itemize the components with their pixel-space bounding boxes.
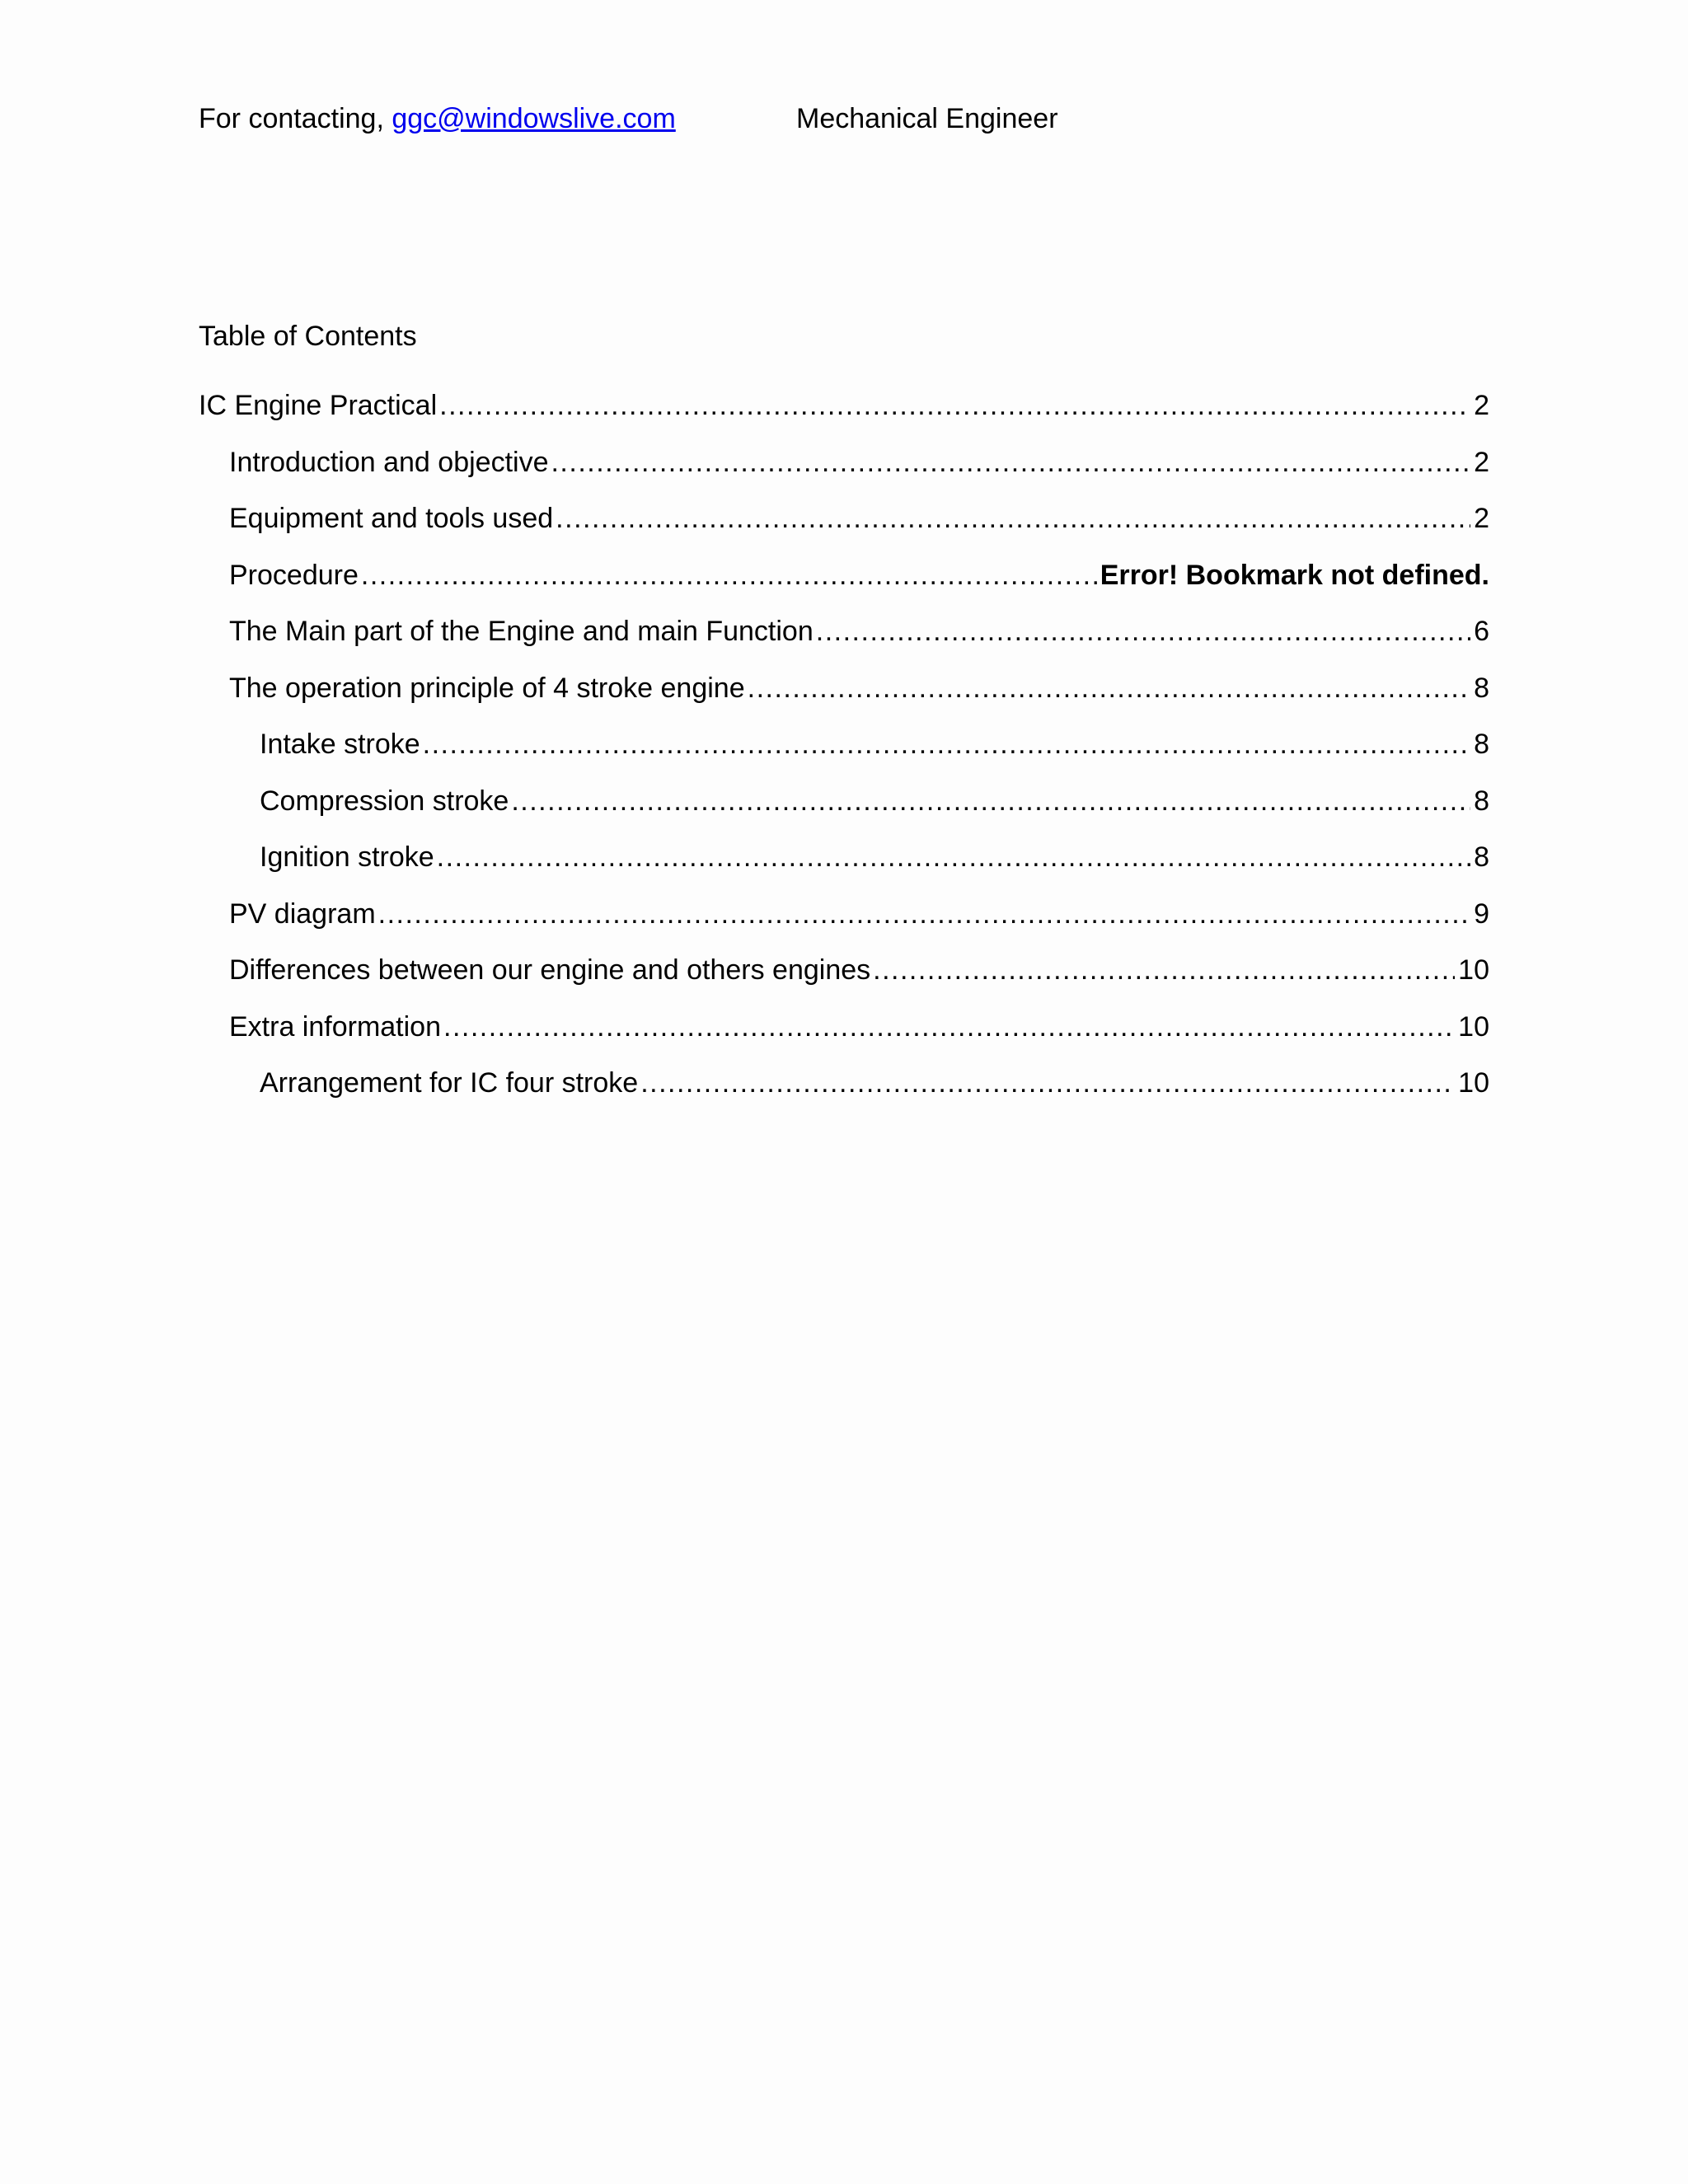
toc-entry-equipment-and-tools[interactable] (199, 497, 1489, 540)
toc-entry-label: IC Engine Practical (199, 390, 438, 421)
toc-entry-label: Arrangement for IC four stroke (260, 1067, 639, 1099)
toc-entry-label: Procedure (229, 559, 359, 591)
toc-entry-label: Compression stroke (260, 785, 509, 817)
toc-entry-ignition-stroke[interactable] (199, 836, 1489, 879)
contact-prefix: For contacting, (199, 103, 392, 134)
toc-bookmark-error: Error! Bookmark not defined. (1100, 559, 1489, 591)
toc-entry-label: Introduction and objective (229, 446, 549, 478)
contact-email-link[interactable]: ggc@windowslive.com (392, 103, 676, 134)
toc-entry-label: Equipment and tools used (229, 503, 554, 534)
toc-page-number: 2 (1474, 446, 1489, 478)
toc-page-number: 2 (1474, 503, 1489, 534)
toc-entry-procedure[interactable] (199, 554, 1489, 597)
toc-entry-label: Intake stroke (260, 729, 420, 760)
contact-line (199, 97, 676, 140)
table-of-contents (199, 384, 1489, 1118)
toc-page-number: 9 (1474, 898, 1489, 930)
toc-entry-arrangement-ic-four-stroke[interactable] (199, 1062, 1489, 1104)
toc-page-number: 10 (1458, 1067, 1489, 1099)
toc-entry-differences-between-engines[interactable] (199, 949, 1489, 991)
toc-entry-ic-engine-practical[interactable] (199, 384, 1489, 427)
toc-page-number: 8 (1474, 785, 1489, 817)
toc-dot-leader (511, 780, 1470, 823)
toc-entry-label: PV diagram (229, 898, 376, 930)
toc-dot-leader (873, 949, 1455, 991)
toc-entry-introduction-and-objective[interactable] (199, 441, 1489, 484)
toc-entry-main-part-of-engine[interactable] (199, 610, 1489, 653)
toc-dot-leader (640, 1062, 1455, 1104)
toc-entry-label: Differences between our engine and others engines (229, 954, 871, 986)
toc-entry-extra-information[interactable] (199, 1005, 1489, 1048)
toc-dot-leader (816, 610, 1470, 653)
toc-dot-leader (378, 893, 1470, 935)
toc-entry-label: The operation principle of 4 stroke engine (229, 672, 745, 704)
toc-dot-leader (556, 497, 1470, 540)
toc-dot-leader (437, 836, 1470, 879)
page-header (199, 97, 1489, 140)
toc-page-number: 8 (1474, 729, 1489, 760)
toc-dot-leader (439, 384, 1470, 427)
author-role: Mechanical Engineer (796, 103, 1058, 134)
toc-entry-intake-stroke[interactable] (199, 723, 1489, 766)
toc-page-number: 10 (1458, 954, 1489, 986)
toc-entry-label: Extra information (229, 1010, 441, 1043)
toc-entry-compression-stroke[interactable] (199, 780, 1489, 823)
toc-dot-leader (551, 441, 1470, 484)
toc-page-number: 8 (1474, 841, 1489, 873)
toc-title: Table of Contents (199, 321, 417, 352)
toc-entry-label: The Main part of the Engine and main Function (229, 616, 814, 647)
toc-page-number: 6 (1474, 616, 1489, 647)
toc-dot-leader (423, 723, 1470, 766)
toc-page-number: 10 (1458, 1010, 1489, 1043)
toc-entry-operation-principle[interactable] (199, 667, 1489, 710)
toc-dot-leader (443, 1005, 1455, 1048)
toc-dot-leader (361, 554, 1097, 597)
toc-page-number: 8 (1474, 672, 1489, 704)
toc-entry-pv-diagram[interactable] (199, 893, 1489, 935)
toc-dot-leader (748, 667, 1470, 710)
toc-entry-label: Ignition stroke (260, 841, 434, 873)
toc-page-number: 2 (1474, 390, 1489, 421)
